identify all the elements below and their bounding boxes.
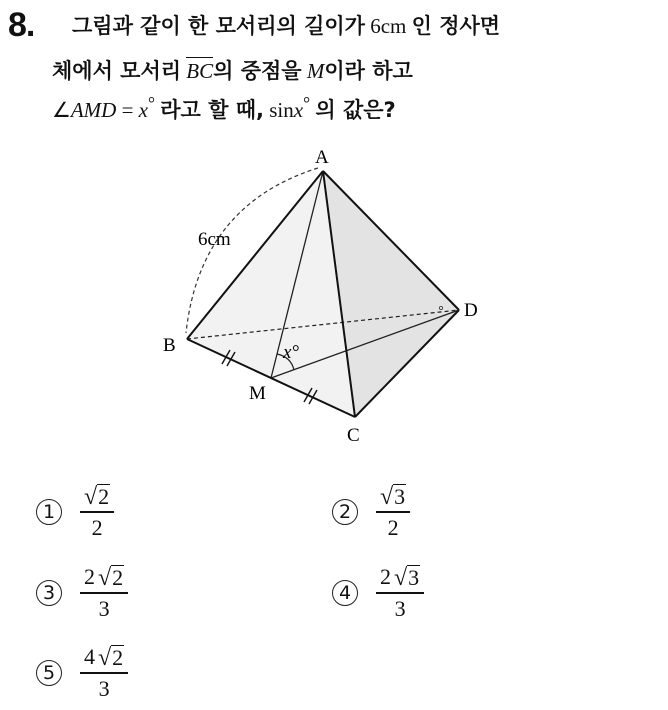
equals-sign: =: [121, 98, 134, 122]
choice-fraction: √ 2 2: [80, 484, 114, 541]
label-c: C: [347, 425, 360, 446]
choice-fraction: √ 3 2: [376, 484, 410, 541]
angle-name: AMD: [70, 98, 117, 122]
choice-4[interactable]: [332, 564, 424, 622]
choice-marker: 1: [36, 499, 62, 525]
question-text: 그림과 같이 한 모서리의 길이가: [72, 14, 365, 38]
choice-1[interactable]: [36, 484, 114, 541]
choice-fraction: 2 √ 2 3: [80, 564, 128, 622]
radicand: 2: [112, 564, 124, 590]
segment-bc: BC: [186, 59, 214, 83]
edge-length-unit: cm: [380, 14, 407, 38]
radicand: 3: [408, 564, 420, 590]
choice-marker: 4: [332, 580, 358, 606]
label-angle-x: x°: [283, 342, 300, 363]
question-text: 인 정사면: [411, 14, 501, 38]
choice-fraction: 4 √ 2 3: [80, 644, 128, 702]
choice-5[interactable]: [36, 644, 128, 702]
choice-marker: 2: [332, 499, 358, 525]
choice-2[interactable]: [332, 484, 410, 541]
variable-x: x: [293, 98, 304, 122]
choice-3[interactable]: [36, 564, 128, 622]
radicand: 2: [112, 644, 124, 670]
sin-function: sin: [269, 98, 294, 122]
label-m: M: [249, 383, 266, 404]
question-text: 이라 하고: [324, 59, 413, 83]
denominator: 2: [91, 514, 103, 540]
midpoint-m: M: [306, 59, 325, 83]
denominator: 3: [98, 675, 110, 701]
label-d: D: [464, 300, 478, 321]
coefficient: 2: [84, 564, 95, 589]
denominator: 3: [98, 595, 110, 621]
radicand: 2: [98, 484, 110, 509]
question-text: 의 중점을: [213, 59, 302, 83]
angle-symbol: ∠: [52, 98, 71, 122]
degree-sign: °: [148, 93, 155, 113]
coefficient: 2: [380, 564, 391, 589]
degree-sign: °: [303, 93, 311, 113]
variable-x: x: [138, 98, 148, 122]
label-edge-length: 6cm: [198, 229, 231, 250]
question-text: 의 값은?: [315, 98, 396, 122]
edge-length-value: 6: [370, 14, 381, 38]
choice-marker: 3: [36, 580, 62, 606]
radicand: 3: [394, 484, 406, 509]
label-a: A: [315, 147, 329, 168]
question-number: 8.: [8, 6, 35, 44]
choice-marker: 5: [36, 660, 62, 686]
question-text: 라고 할 때,: [160, 98, 264, 122]
label-b: B: [163, 335, 176, 356]
choice-fraction: 2 √ 3 3: [376, 564, 424, 622]
question-text: 체에서 모서리: [52, 59, 182, 83]
coefficient: 4: [84, 644, 95, 669]
denominator: 2: [387, 514, 399, 540]
denominator: 3: [394, 595, 406, 621]
